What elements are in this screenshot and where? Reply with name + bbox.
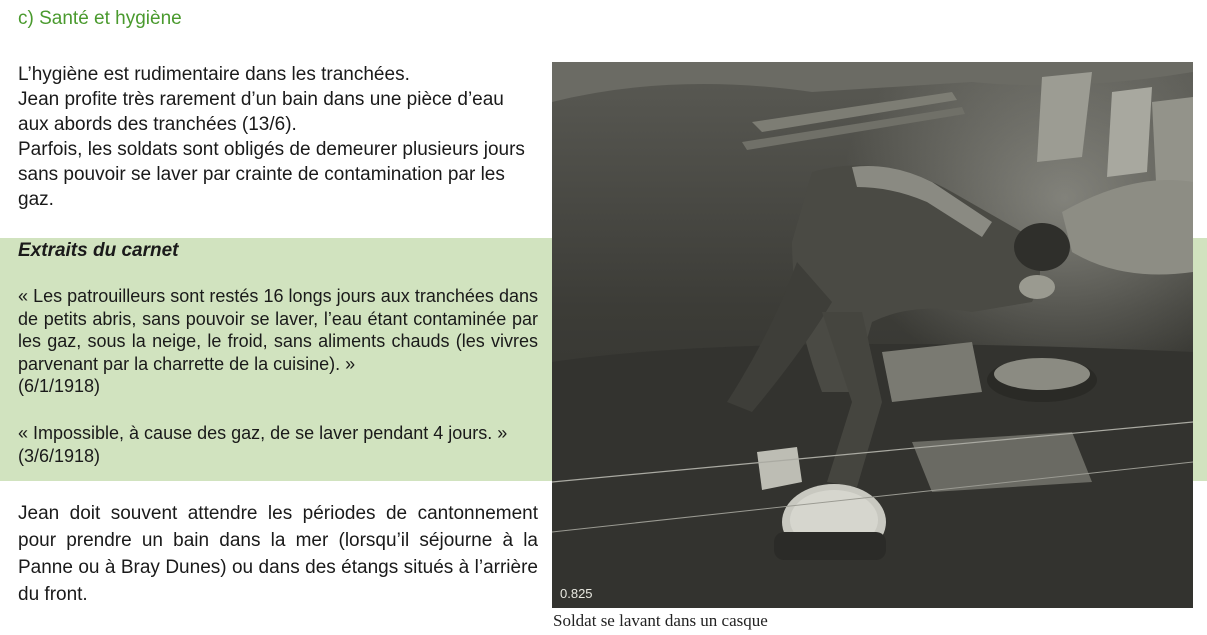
quote-1-date: (6/1/1918): [18, 376, 101, 396]
intro-line: Parfois, les soldats sont obligés de demeurer plusieurs jours sans pouvoir se laver par crainte de contamination par les gaz.: [18, 139, 525, 210]
quote-2-date: (3/6/1918): [18, 445, 101, 466]
intro-line: Jean profite très rarement d’un bain dans une pièce d’eau aux abords des tranchées (13/6).: [18, 89, 504, 135]
extracts-title: Extraits du carnet: [18, 240, 179, 261]
quote-1: [18, 285, 538, 398]
intro-paragraph: [18, 62, 538, 212]
quote-1-text: « Les patrouilleurs sont restés 16 longs jours aux tranchées dans de petits abris, sans pouvoir se laver, l’eau étant contaminée par les gaz, sous la neige, le froid, sans aliments chauds (les vivres parvenant par la charrette de la cuisine). »: [18, 286, 538, 374]
intro-line: L’hygiène est rudimentaire dans les tranchées.: [18, 64, 410, 85]
photo-caption: Soldat se lavant dans un casque: [553, 611, 768, 630]
quote-2-text: « Impossible, à cause des gaz, de se laver pendant 4 jours. »: [18, 423, 508, 443]
outro-paragraph: Jean doit souvent attendre les périodes de cantonnement pour prendre un bain dans la mer (lorsqu’il séjourne à la Panne ou à Bray Dunes) ou dans des étangs situés à l’arrière du front.: [18, 503, 538, 605]
soldier-photo-illustration: [552, 62, 1193, 608]
soldier-photo: [552, 62, 1193, 608]
quote-2: [18, 422, 538, 467]
section-title: c) Santé et hygiène: [18, 8, 182, 29]
photo-plate-number: 0.825: [560, 586, 593, 601]
